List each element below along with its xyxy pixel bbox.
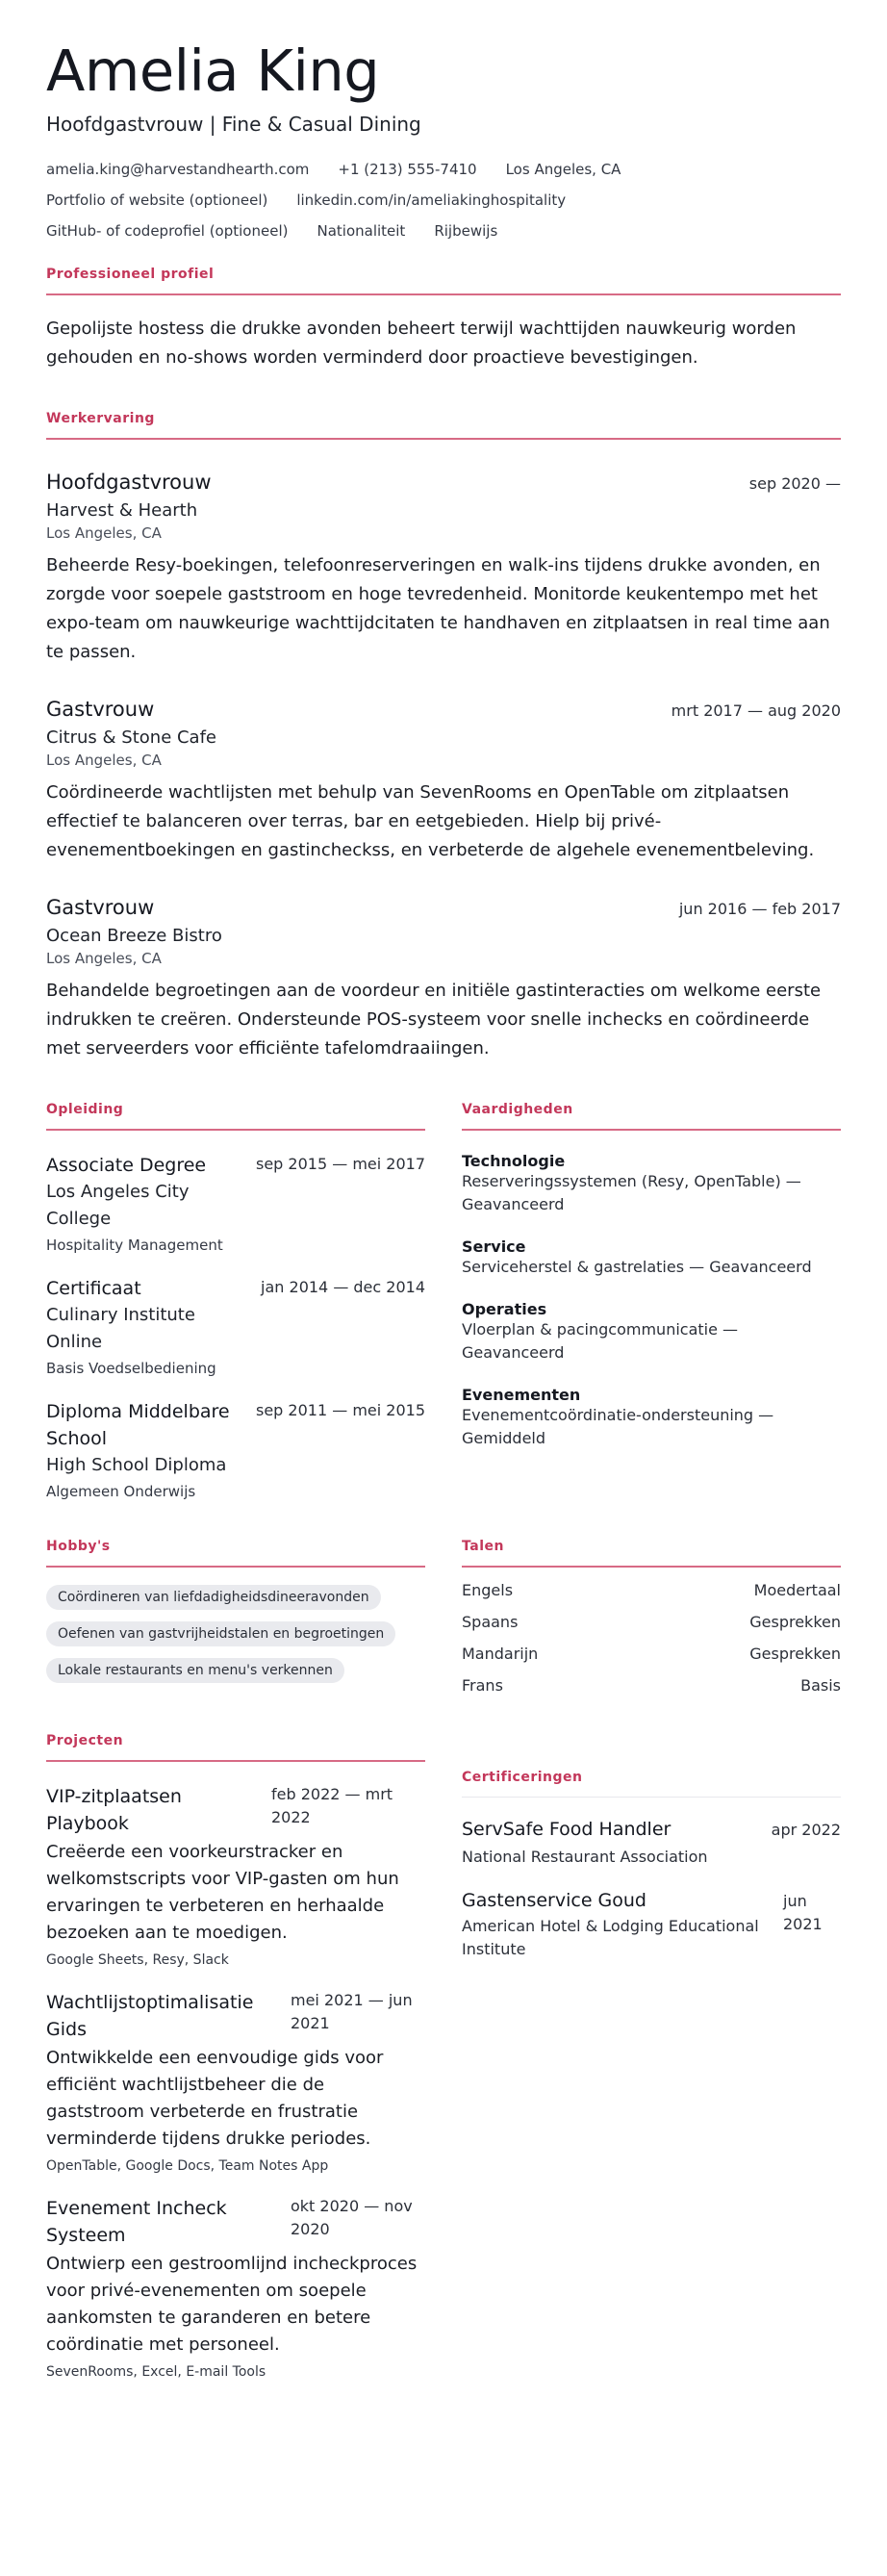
project-name: Wachtlijstoptimalisatie Gids — [46, 1992, 254, 2040]
project-name: VIP-zitplaatsen Playbook — [46, 1786, 182, 1834]
education-degree: Certificaat — [46, 1278, 141, 1299]
skill-category: Service — [462, 1237, 526, 1256]
contact-github[interactable]: GitHub- of codeprofiel (optioneel) — [46, 222, 289, 240]
contact-location: Los Angeles, CA — [505, 161, 621, 178]
skill-item — [462, 1152, 841, 1216]
certification-date: apr 2022 — [771, 1821, 841, 1839]
job-description: Coördineerde wachtlijsten met behulp van SevenRooms en OpenTable om zitplaatsen effectief te balanceren over terras, bar en eetgebieden. Hielp bij privé-evenementboekingen en gastincheckss, en verbeterde de algehele evenementbeleving. — [46, 782, 815, 860]
job-company: Ocean Breeze Bistro — [46, 926, 222, 946]
hobby-chips — [46, 1585, 425, 1695]
education-column — [46, 1063, 425, 1500]
contact-portfolio[interactable]: Portfolio of website (optioneel) — [46, 191, 268, 209]
language-name: Spaans — [462, 1613, 519, 1631]
contact-email[interactable]: amelia.king@harvestandhearth.com — [46, 161, 310, 178]
education-institution: Culinary Institute Online — [46, 1305, 195, 1352]
project-date: feb 2022 — mrt 2022 — [271, 1785, 393, 1826]
education-skills-columns — [46, 1063, 841, 1500]
language-row — [462, 1581, 841, 1599]
education-item — [46, 1152, 425, 1254]
language-level: Gesprekken — [749, 1613, 841, 1631]
job-title: Gastvrouw — [46, 896, 155, 919]
language-level: Moedertaal — [753, 1581, 841, 1599]
skill-item — [462, 1300, 841, 1365]
experience-item — [46, 471, 841, 667]
skill-category: Operaties — [462, 1300, 547, 1318]
contact-block — [46, 161, 841, 240]
hobby-chip: Coördineren van liefdadigheidsdineeravonden — [46, 1585, 381, 1610]
education-item — [46, 1398, 425, 1500]
section-heading-languages: Talen — [462, 1539, 841, 1568]
project-description: Ontwierp een gestroomlijnd incheckproces voor privé-evenementen om soepele aankomsten te garanderen en betere coördinatie met personeel. — [46, 2254, 418, 2355]
language-name: Engels — [462, 1581, 514, 1599]
project-item — [46, 2195, 425, 2380]
skill-item — [462, 1386, 841, 1450]
certification-item — [462, 1890, 841, 1961]
profile-summary: Gepolijste hostess die drukke avonden beheert terwijl wachttijden nauwkeurig worden gehouden en no-shows worden verminderd door proactieve bevestigingen. — [46, 319, 797, 368]
job-company: Citrus & Stone Cafe — [46, 727, 217, 748]
candidate-name: Amelia King — [46, 38, 380, 104]
job-description: Beheerde Resy-boekingen, telefoonreserveringen en walk-ins tijdens drukke avonden, en zorgde voor soepele gaststroom en hoge tevredenheid. Monitorde keukentempo met het expo-team om nauwkeurige wachttijdcitaten te handhaven en zitplaatsen in real time aan te passen. — [46, 555, 830, 662]
job-location: Los Angeles, CA — [46, 950, 162, 967]
certification-name: Gastenservice Goud — [462, 1890, 646, 1911]
project-tools: SevenRooms, Excel, E-mail Tools — [46, 2364, 266, 2380]
language-row — [462, 1613, 841, 1631]
job-description: Behandelde begroetingen aan de voordeur en initiële gastinteracties om welkome eerste indrukken te creëren. Ondersteunde POS-systeem voor snelle inchecks en coördineerde met serveerders voor efficiënte tafelomdraaiingen. — [46, 981, 822, 1058]
education-item — [46, 1275, 425, 1377]
certification-date: jun 2021 — [783, 1892, 823, 1933]
hobby-chip: Oefenen van gastvrijheidstalen en begroetingen — [46, 1621, 395, 1646]
project-date: mei 2021 — jun 2021 — [291, 1991, 413, 2032]
job-location: Los Angeles, CA — [46, 752, 162, 769]
project-description: Ontwikkelde een eenvoudige gids voor efficiënt wachtlijstbeheer die de gaststroom verbeterde en frustratie verminderde tijdens drukke periodes. — [46, 2048, 384, 2149]
skill-value: Serviceherstel & gastrelaties — Geavanceerd — [462, 1258, 812, 1276]
language-row — [462, 1676, 841, 1695]
certification-org: National Restaurant Association — [462, 1848, 708, 1866]
skill-value: Vloerplan & pacingcommunicatie — Geavanceerd — [462, 1320, 739, 1362]
skills-column — [462, 1063, 841, 1500]
project-tools: Google Sheets, Resy, Slack — [46, 1952, 229, 1968]
project-item — [46, 1783, 425, 1968]
education-degree: Diploma Middelbare School — [46, 1401, 230, 1449]
education-field: Basis Voedselbediening — [46, 1360, 216, 1377]
education-institution: Los Angeles City College — [46, 1182, 190, 1229]
skill-category: Evenementen — [462, 1386, 581, 1404]
skill-item — [462, 1237, 841, 1279]
education-institution: High School Diploma — [46, 1455, 227, 1475]
language-level: Gesprekken — [749, 1645, 841, 1663]
hobby-chip: Lokale restaurants en menu's verkennen — [46, 1658, 344, 1683]
skill-value: Evenementcoördinatie-ondersteuning — Gemiddeld — [462, 1406, 774, 1447]
candidate-title: Hoofdgastvrouw | Fine & Casual Dining — [46, 113, 421, 136]
certifications-column — [462, 1695, 841, 2380]
hobbies-languages-columns — [46, 1500, 841, 1695]
project-description: Creëerde een voorkeurstracker en welkomstscripts voor VIP-gasten om hun ervaringen te verbeteren en herhaalde bezoeken aan te moedigen. — [46, 1842, 399, 1943]
hobbies-column — [46, 1500, 425, 1695]
section-heading-profile: Professioneel profiel — [46, 267, 841, 295]
experience-item — [46, 698, 841, 865]
projects-column — [46, 1695, 425, 2380]
experience-item — [46, 896, 841, 1063]
certification-name: ServSafe Food Handler — [462, 1819, 672, 1840]
education-field: Hospitality Management — [46, 1237, 223, 1254]
contact-linkedin[interactable]: linkedin.com/in/ameliakinghospitality — [296, 191, 567, 209]
job-date: sep 2020 — — [748, 474, 841, 493]
contact-nationality: Nationaliteit — [317, 222, 406, 240]
languages-column — [462, 1500, 841, 1695]
section-heading-certifications: Certificeringen — [462, 1770, 841, 1798]
contact-license: Rijbewijs — [434, 222, 498, 240]
language-row — [462, 1645, 841, 1663]
job-title: Gastvrouw — [46, 698, 155, 721]
education-field: Algemeen Onderwijs — [46, 1483, 196, 1500]
certification-org: American Hotel & Lodging Educational Institute — [462, 1917, 759, 1958]
language-name: Frans — [462, 1676, 503, 1695]
certification-item — [462, 1819, 841, 1869]
job-date: mrt 2017 — aug 2020 — [671, 701, 841, 720]
section-heading-hobbies: Hobby's — [46, 1539, 425, 1568]
language-name: Mandarijn — [462, 1645, 539, 1663]
job-company: Harvest & Hearth — [46, 500, 198, 521]
section-heading-experience: Werkervaring — [46, 411, 841, 440]
section-heading-projects: Projecten — [46, 1733, 425, 1762]
contact-phone[interactable]: +1 (213) 555-7410 — [338, 161, 477, 178]
education-date: jan 2014 — dec 2014 — [261, 1278, 425, 1296]
job-location: Los Angeles, CA — [46, 524, 162, 542]
project-date: okt 2020 — nov 2020 — [291, 2197, 413, 2238]
project-tools: OpenTable, Google Docs, Team Notes App — [46, 2158, 329, 2174]
projects-certifications-columns — [46, 1695, 841, 2380]
skill-value: Reserveringssystemen (Resy, OpenTable) — Geavanceerd — [462, 1172, 801, 1213]
education-date: sep 2015 — mei 2017 — [256, 1155, 425, 1173]
section-heading-education: Opleiding — [46, 1102, 425, 1131]
job-title: Hoofdgastvrouw — [46, 471, 212, 494]
project-item — [46, 1989, 425, 2174]
education-degree: Associate Degree — [46, 1155, 207, 1176]
skill-category: Technologie — [462, 1152, 566, 1170]
section-heading-skills: Vaardigheden — [462, 1102, 841, 1131]
education-date: sep 2011 — mei 2015 — [256, 1401, 425, 1419]
project-name: Evenement Incheck Systeem — [46, 2198, 227, 2246]
job-date: jun 2016 — feb 2017 — [678, 900, 841, 918]
language-level: Basis — [800, 1676, 841, 1695]
